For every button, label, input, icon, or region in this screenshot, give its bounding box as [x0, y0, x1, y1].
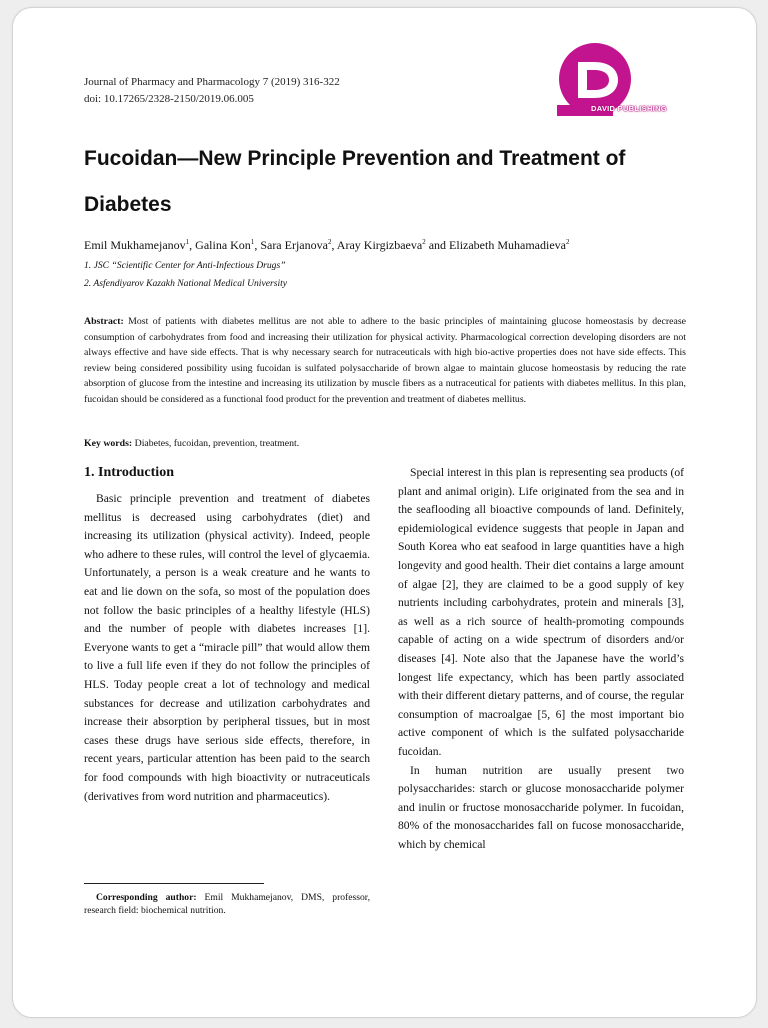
author: [195, 238, 260, 252]
author-separator: and: [425, 238, 450, 252]
body-paragraph: Basic principle prevention and treatment of diabetes mellitus is decreased using carbohydrates (diet) and increasing its utilization (physical activity). Indeed, people who adhere to these rules, will control the level of glycaemia. Unfortunately, a person is a weak creature and he wants to eat and lie down on the sofa, so most of the population does not follow the basic principles of a healthy lifestyle (HLS) and the number of people with diabetes increases [1]. Everyone wants to get a “miracle pill” that would allow them to live a full life even if they do not follow the principles of HLS. Today people creat a lot of technology and medical substances for decrease and utilization carbohydrates and increase their absorption by peripheral tissues, but in most cases these drugs have serious side effects, therefore, in recent years, particular attention has been paid to the search for food compounds with high bioactivity or nutraceuticals (derivatives from word nutrition and pharmaceutics).: [84, 492, 370, 803]
paper-page: [12, 7, 757, 1018]
keywords: [84, 438, 686, 449]
journal-header: [84, 74, 340, 108]
author: [84, 238, 195, 252]
author-affiliation-mark: 2: [565, 238, 570, 246]
footnote-label: Corresponding author:: [96, 892, 197, 903]
author: [449, 238, 569, 252]
author-separator: ,: [189, 238, 196, 252]
body-paragraph: In human nutrition are usually present two polysaccharides: starch or glucose monosaccharide polymer and inulin or fructose monosaccharide polymer. In fucoidan, 80% of the monosaccharides fall on fucose monosaccharide, which by chemical: [398, 763, 684, 851]
affiliation-1: 1. JSC “Scientific Center for Anti-Infectious Drugs”: [84, 260, 286, 271]
abstract: [84, 314, 686, 407]
section-heading: 1. Introduction: [84, 465, 174, 480]
journal-doi: doi: 10.17265/2328-2150/2019.06.005: [84, 93, 254, 105]
left-column: [84, 464, 370, 806]
footnote: [84, 891, 370, 917]
body-paragraph: Special interest in this plan is representing sea products (of plant and animal origin). Life originated from the sea and in the seaflooding all bioactive compounds of land. Definitely, epidemiological evidence suggests that people in Japan and South Korea who eat seafood in large quantities have a high longevity and good health. Their diet contains a large amount of algae [2], they are claimed to be a good supply of key nutrients including carbohydrates, protein and minerals [3], as well as a rich source of health-promoting compounds capable of acting on a wide spectrum of disorders and/or diseases [4]. Note also that the Japanese have the world’s longest life expectancy, which has been partly associated with their different dietary patterns, and of course, the regular consumption of macroalgae [5, 6] the most important bio active component of which is the sulfated polysaccharide fucoidan.: [398, 466, 684, 758]
author-affiliation-mark: 1: [250, 238, 255, 246]
author-separator: ,: [254, 238, 261, 252]
keywords-label: Key words:: [84, 438, 133, 449]
author: [260, 238, 336, 252]
author-name: Galina Kon: [195, 238, 251, 252]
footnote-divider: [84, 883, 264, 884]
author-affiliation-mark: 2: [327, 238, 332, 246]
keywords-text: Diabetes, fucoidan, prevention, treatment.: [134, 438, 300, 449]
author-name: Aray Kirgizbaeva: [336, 238, 423, 252]
author-affiliation-mark: 2: [422, 238, 426, 246]
journal-citation: Journal of Pharmacy and Pharmacology 7 (2019) 316-322: [84, 76, 340, 88]
author-list: [84, 238, 704, 253]
author-name: Sara Erjanova: [260, 238, 328, 252]
paper-title: Fucoidan—New Principle Prevention and Treatment of Diabetes: [84, 147, 626, 216]
affiliation-2: 2. Asfendiyarov Kazakh National Medical University: [84, 278, 288, 289]
abstract-text: Most of patients with diabetes mellitus are not able to adhere to the basic principles of maintaining glucose homeostasis by decrease consumption of carbohydrates from food and increasing their utilization for physical activity. Pharmacological correction developing disorders are not always effective and have side effects. That is why necessary search for nutraceuticals with high bio-active properties does not have side effects. This review being considered possibility using fucoidan is sulfated polysaccharide of brown algae to maintain glucose homeostasis by reducing the rate absorption of glucose from the intestine and increasing its utilization by muscle fibers as a nutraceutical for patients with diabetes mellitus. In this plan, fucoidan should be considered as a functional food product for the prevention and treatment of diabetes mellitus.: [84, 316, 686, 405]
abstract-label: Abstract:: [84, 316, 124, 327]
author-affiliation-mark: 1: [185, 238, 190, 246]
publisher-logo-text: DAVID PUBLISHING: [591, 104, 667, 113]
footnote-text: [84, 891, 370, 917]
right-column: [398, 464, 684, 854]
author-name: Elizabeth Muhamadieva: [449, 238, 566, 252]
author: [337, 238, 449, 252]
author-separator: ,: [331, 238, 337, 252]
footnote-body: Emil Mukhamejanov, DMS, professor, research field: biochemical nutrition.: [84, 892, 370, 916]
author-name: Emil Mukhamejanov: [84, 238, 186, 252]
